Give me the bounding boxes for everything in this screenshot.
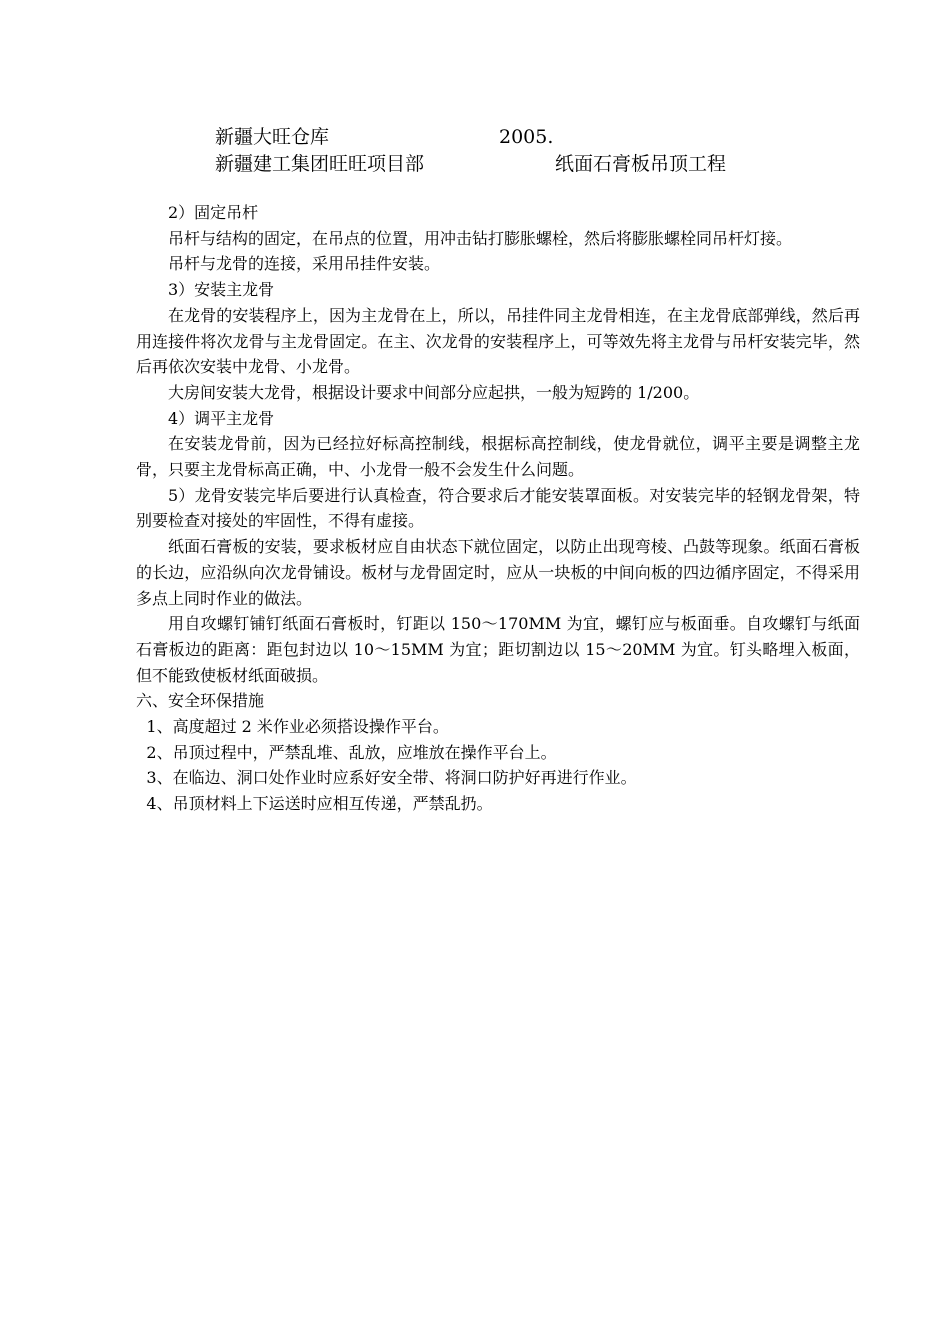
header-row-1 <box>215 124 835 151</box>
document-body <box>136 200 860 817</box>
list-item: 3、在临边、洞口处作业时应系好安全带、将洞口防护好再进行作业。 <box>146 768 637 788</box>
body-paragraph: 吊杆与龙骨的连接，采用吊挂件安装。 <box>168 254 441 274</box>
header-document-title: 纸面石膏板吊顶工程 <box>555 153 727 175</box>
body-paragraph: 用自攻螺钉铺钉纸面石膏板时，钉距以 150～170MM 为宜，螺钉应与板面垂。自攻螺钉与纸面石膏板边的距离：距包封边以 10～15MM 为宜；距切割边以 15～20MM 为宜。钉头略埋入板面，但不能致使板材纸面破损。 <box>136 614 860 685</box>
header-department: 新疆建工集团旺旺项目部 <box>215 153 425 175</box>
body-paragraph: 5）龙骨安装完毕后要进行认真检查，符合要求后才能安装罩面板。对安装完毕的轻钢龙骨架，特别要检查对接处的牢固性，不得有虚接。 <box>136 485 860 531</box>
list-item: 4、吊顶材料上下运送时应相互传递，严禁乱扔。 <box>146 794 493 814</box>
section-heading-fix-hanger: 2）固定吊杆 <box>168 203 259 222</box>
header-year: 2005. <box>499 126 554 148</box>
section-heading-main-keel: 3）安装主龙骨 <box>168 280 275 300</box>
body-paragraph: 纸面石膏板的安装，要求板材应自由状态下就位固定，以防止出现弯棱、凸鼓等现象。纸面石膏板的长边，应沿纵向次龙骨铺设。板材与龙骨固定时，应从一块板的中间向板的四边循序固定，不得采用多点上同时作业的做法。 <box>136 537 860 608</box>
header-row-2 <box>215 151 835 178</box>
body-paragraph: 吊杆与结构的固定，在吊点的位置，用冲击钻打膨胀螺栓，然后将膨胀螺栓同吊杆灯接。 <box>168 228 793 248</box>
body-paragraph: 在安装龙骨前，因为已经拉好标高控制线，根据标高控制线，使龙骨就位，调平主要是调整主龙骨，只要主龙骨标高正确，中、小龙骨一般不会发生什么问题。 <box>136 434 860 480</box>
section-heading-safety: 六、安全环保措施 <box>136 691 265 711</box>
header-project-name: 新疆大旺仓库 <box>215 126 330 148</box>
page-header <box>215 124 835 178</box>
list-item: 1、高度超过 2 米作业必须搭设操作平台。 <box>146 717 449 737</box>
section-heading-level-keel: 4）调平主龙骨 <box>168 408 275 428</box>
body-paragraph: 大房间安装大龙骨，根据设计要求中间部分应起拱，一般为短跨的 1/200。 <box>168 382 700 402</box>
body-paragraph: 在龙骨的安装程序上，因为主龙骨在上，所以，吊挂件同主龙骨相连，在主龙骨底部弹线，然后再用连接件将次龙骨与主龙骨固定。在主、次龙骨的安装程序上，可等效先将主龙骨与吊杆安装完毕，然后再依次安装中龙骨、小龙骨。 <box>136 305 860 377</box>
list-item: 2、吊顶过程中，严禁乱堆、乱放，应堆放在操作平台上。 <box>146 742 557 762</box>
